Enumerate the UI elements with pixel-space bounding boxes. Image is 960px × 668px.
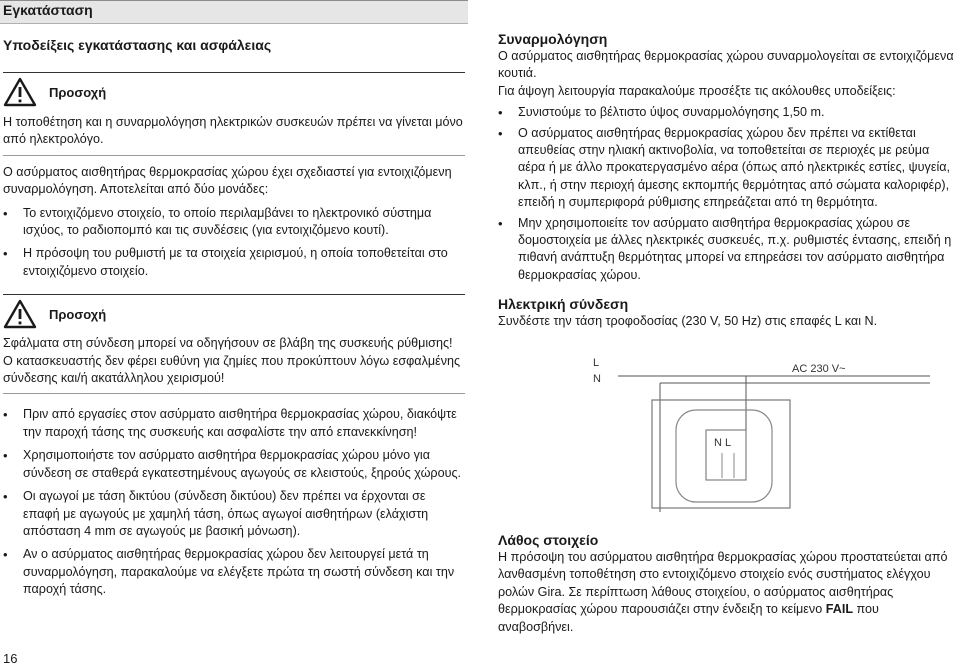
error-text (498, 549, 956, 636)
warning2-header (3, 299, 465, 329)
diagram-terminal-label: N L (714, 437, 732, 449)
warning1-header (3, 77, 465, 107)
list-item: • Μην χρησιμοποιείτε τον ασύρματο αισθητήρα θερμοκρασίας χώρου σε δομοστοιχεία με άλλες ηλεκτρικές συσκευές, π.χ. ρυθμιστές έντασης, επειδή η πιθανή ανάπτυξη θερμότητας μπορεί να επηρεάσει τον ασύρματο αισθητήρα θερμοκρασίας χώρου. (498, 215, 956, 285)
warning2-top-rule (3, 294, 465, 295)
error-text-start: Η πρόσοψη του ασύρματου αισθητήρα θερμοκρασίας χώρου προστατεύεται από λανθασμένη τοποθέτηση στο εντοιχιζόμενο στοιχείο ενός συστήματος ελέγχου ρολών Gira. Σε περίπτωση λάθους στοιχείου, ο ασύρματος αισθητήρας θερμοκρασίας χώρου παρουσιάζει στην ένδειξη το κείμενο (498, 550, 948, 617)
assembly-line1: Ο ασύρματος αισθητήρας θερμοκρασίας χώρου συναρμολογείται σε εντοιχιζόμενα κουτιά. (498, 49, 954, 81)
warning-triangle-icon (3, 299, 37, 329)
warning2-bottom-rule (3, 393, 465, 394)
list-item: • Η πρόσοψη του ρυθμιστή με τα στοιχεία χειρισμού, η οποία τοποθετείται στο εντοιχιζόμενο στοιχείο. (3, 245, 465, 280)
diagram-label-n: N (593, 373, 601, 385)
assembly-title: Συναρμολόγηση (498, 31, 608, 47)
warning1-bottom-rule (3, 155, 465, 156)
warning1-title: Προσοχή (49, 84, 107, 100)
section-header-title: Εγκατάσταση (3, 2, 93, 18)
safety-section-title: Υποδείξεις εγκατάστασης και ασφάλειας (3, 37, 272, 53)
right-column (498, 30, 956, 331)
warning-triangle-icon (3, 77, 37, 107)
list-item: • Ο ασύρματος αισθητήρας θερμοκρασίας χώρου δεν πρέπει να εκτίθεται απευθείας στην ηλιακή ακτινοβολία, να τοποθετείται σε περιοχές με ρεύμα αέρα ή με άλλο προκατεργασμένο αέρα (όπως από ηλεκτρικές εστίες, ψυγεία, κλπ., ή στην περιοχή άμεσης εκπομπής θερμότητας από σώματα καλοριφέρ), επειδή η συμπεριφορά ρύθμισης επηρεάζεται από τη θερμότητα. (498, 125, 956, 212)
safety-bullets-list (3, 406, 465, 598)
error-text-fail: FAIL (825, 602, 854, 617)
assembly-bullets-list (498, 104, 956, 284)
diagram-label-l: L (593, 357, 600, 369)
error-text-end: που αναβοσβήνει. (498, 602, 879, 634)
error-title: Λάθος στοιχείο (498, 532, 599, 548)
assembly-line2: Για άψογη λειτουργία παρακαλούμε προσέξτε τις ακόλουθες υποδείξεις: (498, 83, 896, 98)
warning1-top-rule (3, 72, 465, 73)
units-list (3, 205, 465, 281)
intro-paragraph: Ο ασύρματος αισθητήρας θερμοκρασίας χώρου έχει σχεδιαστεί για εντοιχιζόμενη συναρμολόγηση. Αποτελείται από δύο μονάδες: (3, 164, 452, 197)
error-section (498, 531, 956, 636)
list-item: • Το εντοιχιζόμενο στοιχείο, το οποίο περιλαμβάνει το ηλεκτρονικό σύστημα ισχύος, το ραδιοπομπό και τις συνδέσεις (για εντοιχιζόμενο κουτί). (3, 205, 465, 240)
page-number: 16 (3, 651, 18, 666)
list-item: • Χρησιμοποιήστε τον ασύρματο αισθητήρα θερμοκρασίας χώρου μόνο για σύνδεση σε σταθερά εγκατεστημένους αγωγούς σε κλειστούς, ξηρούς χώρους. (3, 447, 465, 482)
warning2-title: Προσοχή (49, 306, 107, 322)
electrical-text: Συνδέστε την τάση τροφοδοσίας (230 V, 50 Hz) στις επαφές L και N. (498, 314, 878, 329)
list-item: • Αν ο ασύρματος αισθητήρας θερμοκρασίας χώρου δεν λειτουργεί μετά τη συναρμολόγηση, παρακαλούμε να ελέγξετε πρώτα τη σωστή σύνδεση και την παροχή τάσης. (3, 546, 465, 598)
left-column (3, 36, 465, 599)
wiring-diagram (500, 352, 930, 520)
list-item: • Πριν από εργασίες στον ασύρματο αισθητήρα θερμοκρασίας χώρου, διακόψτε την παροχή τάσης της συσκευής και ασφαλίστε την από επανεκκίνηση! (3, 406, 465, 441)
warning1-text: Η τοποθέτηση και η συναρμολόγηση ηλεκτρικών συσκευών πρέπει να γίνεται μόνο από ηλεκτρολόγο. (3, 115, 463, 147)
section-header-bar (0, 0, 468, 24)
electrical-title: Ηλεκτρική σύνδεση (498, 296, 629, 313)
list-item: • Οι αγωγοί με τάση δικτύου (σύνδεση δικτύου) δεν πρέπει να έρχονται σε επαφή με αγωγούς με χαμηλή τάση, όπως αγωγοί αισθητήρων (ελάχιστη απόσταση 4 mm σε αγωγούς με βασική μόνωση). (3, 488, 465, 540)
list-item: • Συνιστούμε το βέλτιστο ύψος συναρμολόγησης 1,50 m. (498, 104, 956, 121)
warning2-text: Σφάλματα στη σύνδεση μπορεί να οδηγήσουν σε βλάβη της συσκευής ρύθμισης! Ο κατασκευαστής δεν φέρει ευθύνη για ζημίες που προκύπτουν λόγω εσφαλμένης σύνδεσης και/ή ακατάλληλου χειρισμού! (3, 336, 461, 386)
diagram-supply-label: AC 230 V~ (792, 363, 846, 375)
